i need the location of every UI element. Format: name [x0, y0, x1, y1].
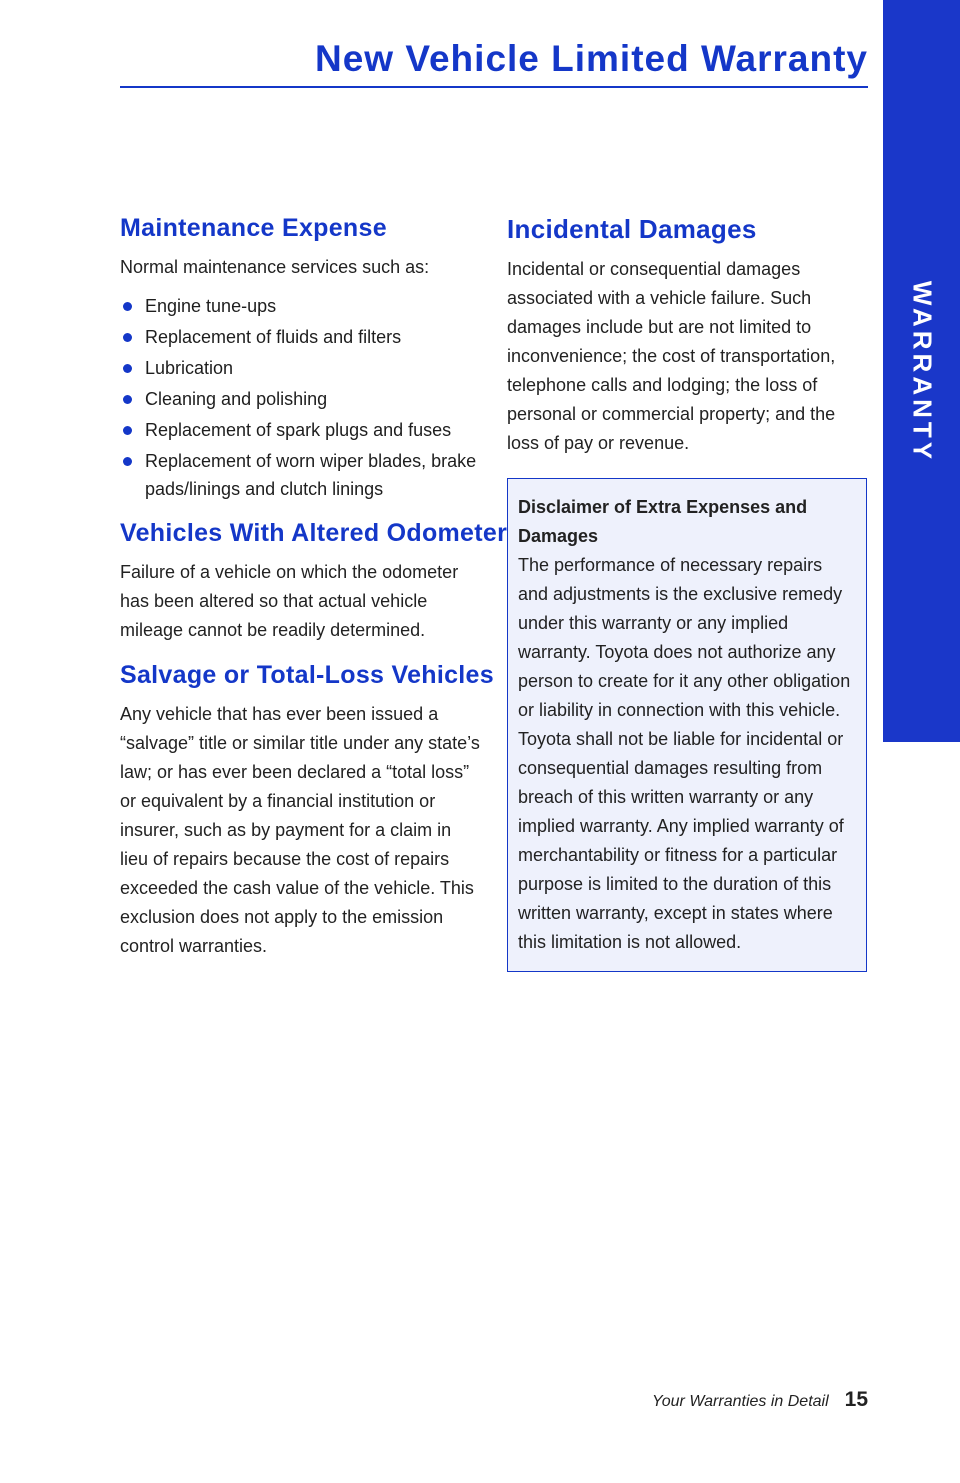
bullet-icon: [123, 426, 132, 435]
bullet-icon: [123, 395, 132, 404]
list-item-text: Lubrication: [145, 358, 234, 378]
list-item: [120, 385, 482, 413]
maintenance-intro: Normal maintenance services such as:: [120, 257, 430, 277]
salvage-text: Any vehicle that has ever been issued a “salvage” title or similar title under any state’s law; or has ever been declared a “total loss” or equivalent by a financial institution or insurer, such as by payment for a claim in lieu of repairs because the cost of repairs exceeded the cash value of the vehicle. This exclusion does not apply to the emission control warranties.: [120, 704, 480, 956]
list-item-text: Replacement of worn wiper blades, brake pads/linings and clutch linings: [145, 451, 477, 499]
title-divider: [120, 86, 868, 88]
disclaimer-text: The performance of necessary repairs and adjustments is the exclusive remedy under this warranty or any implied warranty. Toyota does not authorize any person to create for it any other obligation or liability in connection with this vehicle. Toyota shall not be liable for incidental or consequential damages resulting from breach of this written warranty or any implied warranty. Any implied warranty of merchantability or fitness for a particular purpose is limited to the duration of this written warranty, except in states where this limitation is not allowed.: [518, 555, 851, 952]
odometer-heading: Vehicles With Altered Odometer: [120, 519, 508, 547]
section-tab-label: WARRANTY: [907, 280, 937, 464]
page-number: 15: [844, 1388, 868, 1411]
list-item: [120, 292, 482, 320]
maintenance-heading: Maintenance Expense: [120, 214, 387, 242]
list-item-text: Replacement of fluids and filters: [145, 327, 402, 347]
maintenance-list: [120, 292, 482, 503]
list-item: [120, 323, 482, 351]
page-title: New Vehicle Limited Warranty: [314, 38, 868, 79]
incidental-heading: Incidental Damages: [507, 214, 757, 244]
section-tab: [883, 0, 960, 742]
left-column: [120, 214, 508, 977]
page-footer: [652, 1388, 868, 1412]
bullet-icon: [123, 302, 132, 311]
list-item: [120, 447, 482, 503]
bullet-icon: [123, 333, 132, 342]
list-item-text: Engine tune-ups: [145, 296, 277, 316]
list-item-text: Cleaning and polishing: [145, 389, 328, 409]
salvage-heading: Salvage or Total-Loss Vehicles: [120, 661, 494, 689]
list-item-text: Replacement of spark plugs and fuses: [145, 420, 452, 440]
maintenance-section: [120, 214, 482, 503]
right-column: [507, 214, 867, 972]
bullet-icon: [123, 364, 132, 373]
list-item: [120, 354, 482, 382]
bullet-icon: [123, 457, 132, 466]
footer-section-name: Your Warranties in Detail: [651, 1393, 829, 1410]
incidental-text: Incidental or consequential damages associated with a vehicle failure. Such damages include but are not limited to inconvenience; the cost of transportation, telephone calls and lodging; the loss of personal or commercial property; and the loss of pay or revenue.: [507, 259, 836, 453]
disclaimer-title: Disclaimer of Extra Expenses and Damages: [518, 497, 808, 546]
disclaimer-box: [507, 478, 867, 972]
incidental-section: [507, 214, 867, 458]
odometer-text: Failure of a vehicle on which the odometer has been altered so that actual vehicle mileage cannot be readily determined.: [120, 562, 459, 640]
odometer-section: [120, 519, 508, 645]
salvage-section: [120, 661, 494, 961]
list-item: [120, 416, 482, 444]
